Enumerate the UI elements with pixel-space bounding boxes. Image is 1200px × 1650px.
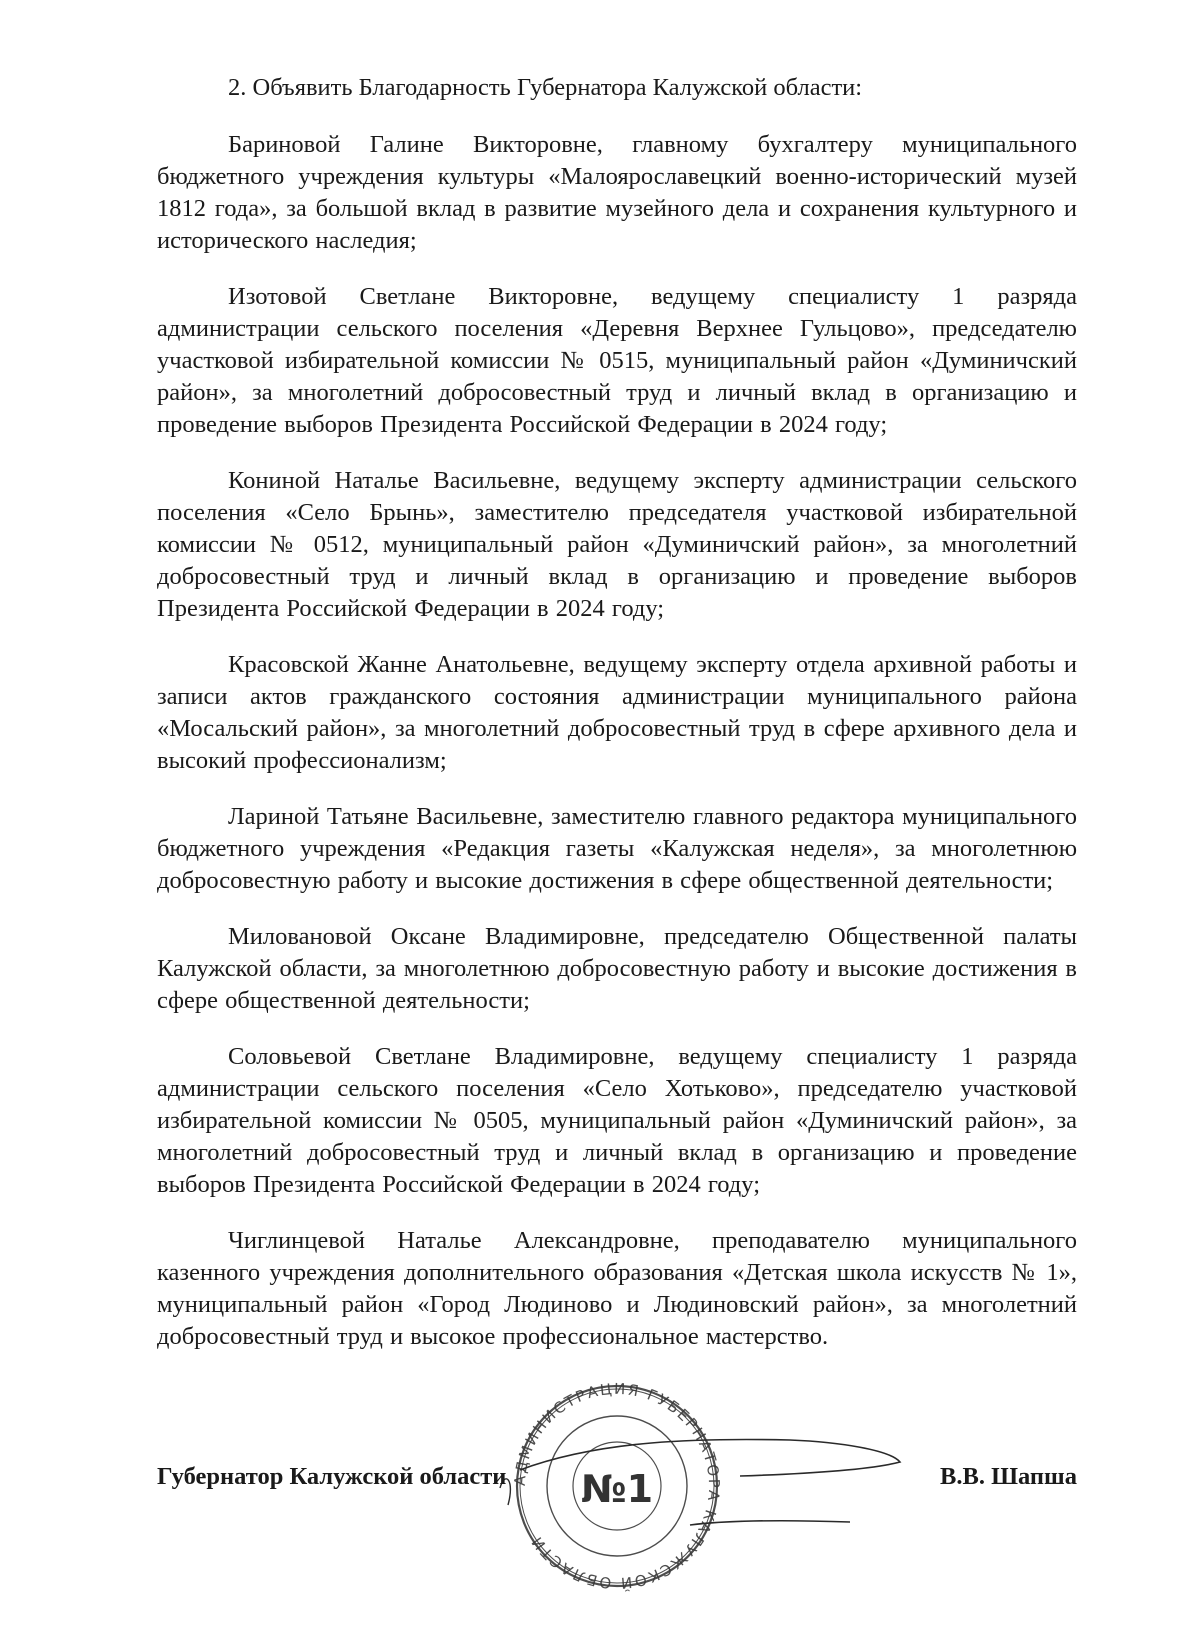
signature-block bbox=[157, 1463, 1077, 1503]
paragraph-baranova: Бариновой Галине Викторовне, главному бухгалтеру муниципального бюджетного учреждения культуры «Малоярославецкий военно-исторический музей 1812 года», за большой вклад в развитие музейного дела и сохранения культурного и исторического наследия; bbox=[157, 131, 1077, 254]
document-body bbox=[157, 72, 1077, 1377]
signatory-position: Губернатор Калужской области bbox=[157, 1463, 507, 1490]
stamp-number: №1 bbox=[580, 1467, 654, 1511]
signatory-name: В.В. Шапша bbox=[940, 1463, 1077, 1490]
paragraph-konina: Кониной Наталье Васильевне, ведущему эксперту администрации сельского поселения «Село Брынь», заместителю председателя участковой избирательной комиссии № 0512, муниципальный район «Думиничский район», за многолетний добросовестный труд и личный вклад в организацию и проведение выборов Президента Российской Федерации в 2024 году; bbox=[157, 467, 1077, 622]
paragraph-solovyeva: Соловьевой Светлане Владимировне, ведущему специалисту 1 разряда администрации сельского поселения «Село Хотьково», председателю участковой избирательной комиссии № 0505, муниципальный район «Думиничский район», за многолетний добросовестный труд и личный вклад в организацию и проведение выборов Президента Российской Федерации в 2024 году; bbox=[157, 1043, 1077, 1198]
paragraph-larina: Лариной Татьяне Васильевне, заместителю главного редактора муниципального бюджетного учреждения «Редакция газеты «Калужская неделя», за многолетнюю добросовестную работу и высокие достижения в сфере общественной деятельности; bbox=[157, 803, 1077, 894]
paragraph-krasovskaya: Красовской Жанне Анатольевне, ведущему эксперту отдела архивной работы и записи актов гражданского состояния администрации муниципального района «Мосальский район», за многолетний добросовестный труд в сфере архивного дела и высокий профессионализм; bbox=[157, 651, 1077, 774]
paragraph-chiglintseva: Чиглинцевой Наталье Александровне, преподавателю муниципального казенного учреждения дополнительного образования «Детская школа искусств № 1», муниципальный район «Город Людиново и Людиновский район», за многолетний добросовестный труд и высокое профессиональное мастерство. bbox=[157, 1227, 1077, 1350]
paragraph-milovanova: Миловановой Оксане Владимировне, председателю Общественной палаты Калужской области, за многолетнюю добросовестную работу и высокие достижения в сфере общественной деятельности; bbox=[157, 923, 1077, 1014]
stamp-ring-text: АДМИНИСТРАЦИЯ ГУБЕРНАТОРА КАЛУЖСКОЙ ОБЛАСТИ bbox=[510, 1379, 724, 1593]
paragraph-izotova: Изотовой Светлане Викторовне, ведущему специалисту 1 разряда администрации сельского поселения «Деревня Верхнее Гульцово», председателю участковой избирательной комиссии № 0515, муниципальный район «Думиничский район», за многолетний добросовестный труд и личный вклад в организацию и проведение выборов Президента Российской Федерации в 2024 году; bbox=[157, 283, 1077, 438]
section-heading: 2. Объявить Благодарность Губернатора Калужской области: bbox=[228, 74, 863, 101]
